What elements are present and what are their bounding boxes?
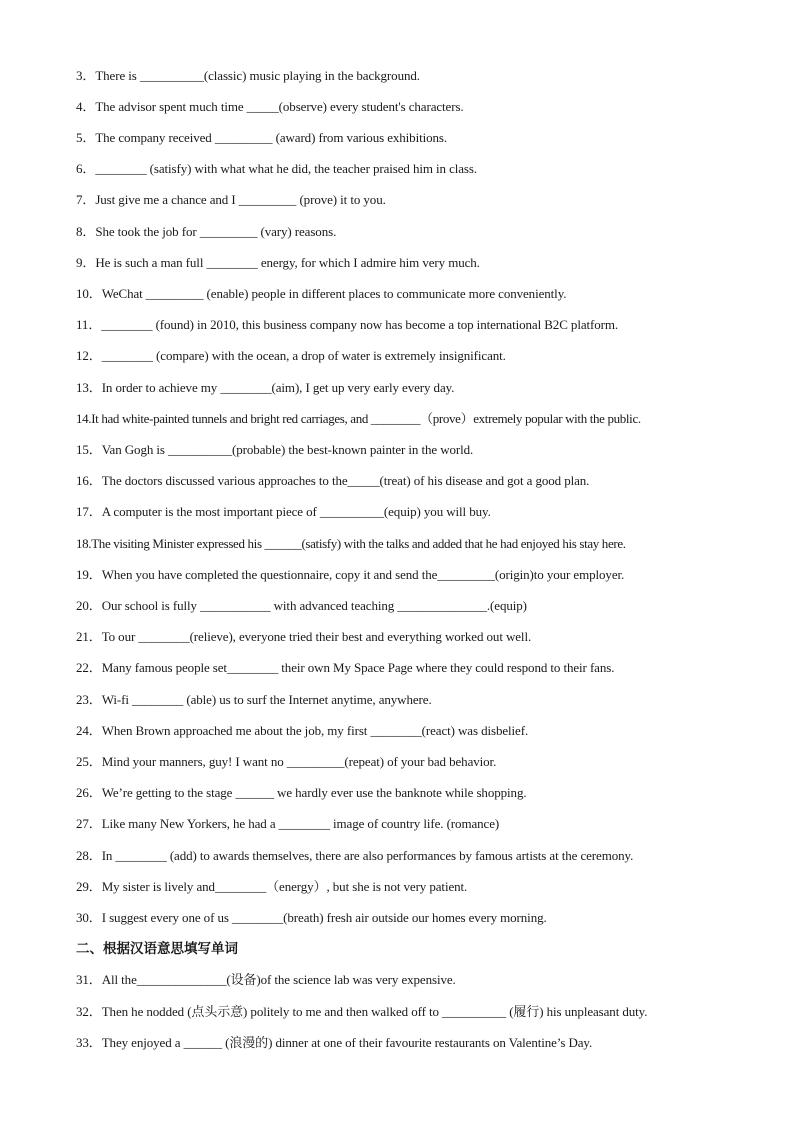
question-text: The company received _________ (award) from various exhibitions. bbox=[95, 130, 448, 145]
question-number: 20． bbox=[76, 598, 102, 613]
question-number: 9． bbox=[76, 255, 96, 270]
question-32 bbox=[76, 1003, 766, 1021]
question-text: All the______________(设备)of the science lab was very expensive. bbox=[101, 972, 456, 987]
question-text: Like many New Yorkers, he had a ________ image of country life. (romance) bbox=[101, 816, 500, 831]
question-6 bbox=[76, 160, 766, 178]
question-text: My sister is lively and________（energy）, but she is not very patient. bbox=[101, 879, 468, 894]
question-number: 4． bbox=[76, 99, 96, 114]
question-text: Many famous people set________ their own My Space Page where they could respond to their fans. bbox=[101, 660, 615, 675]
question-text: Van Gogh is __________(probable) the best-known painter in the world. bbox=[101, 442, 474, 457]
question-26 bbox=[76, 784, 766, 802]
question-number: 27． bbox=[76, 816, 102, 831]
question-number: 19． bbox=[76, 567, 102, 582]
question-text: She took the job for _________ (vary) reasons. bbox=[95, 224, 337, 239]
question-text: They enjoyed a ______ (浪漫的) dinner at one of their favourite restaurants on Valentine’s Day. bbox=[101, 1035, 593, 1050]
question-9 bbox=[76, 254, 766, 272]
question-21 bbox=[76, 628, 766, 646]
question-text: Our school is fully ___________ with advanced teaching ______________.(equip) bbox=[101, 598, 527, 613]
question-10 bbox=[76, 285, 766, 303]
question-text: WeChat _________ (enable) people in different places to communicate more conveniently. bbox=[101, 286, 567, 301]
question-4 bbox=[76, 98, 766, 116]
question-text: In ________ (add) to awards themselves, there are also performances by famous artists at the ceremony. bbox=[101, 848, 634, 863]
question-text: In order to achieve my ________(aim), I get up very early every day. bbox=[101, 380, 455, 395]
question-11 bbox=[76, 316, 766, 334]
question-14 bbox=[76, 410, 766, 428]
question-text: The advisor spent much time _____(observe) every student's characters. bbox=[95, 99, 464, 114]
question-5 bbox=[76, 129, 766, 147]
question-27 bbox=[76, 815, 766, 833]
question-number: 17． bbox=[76, 504, 102, 519]
question-25 bbox=[76, 753, 766, 771]
question-number: 6． bbox=[76, 161, 96, 176]
question-number: 26． bbox=[76, 785, 102, 800]
question-28 bbox=[76, 847, 766, 865]
question-text: Then he nodded (点头示意) politely to me and then walked off to __________ (履行) his unpleasant duty. bbox=[101, 1004, 648, 1019]
question-12 bbox=[76, 347, 766, 365]
question-number: 30． bbox=[76, 910, 102, 925]
question-16 bbox=[76, 472, 766, 490]
question-number: 11． bbox=[76, 317, 102, 332]
question-31 bbox=[76, 971, 766, 989]
question-22 bbox=[76, 659, 766, 677]
question-text: Just give me a chance and I _________ (prove) it to you. bbox=[95, 192, 386, 207]
question-number: 28． bbox=[76, 848, 102, 863]
question-18 bbox=[76, 535, 766, 553]
question-text: When Brown approached me about the job, my first ________(react) was disbelief. bbox=[101, 723, 529, 738]
question-text: ________ (found) in 2010, this business company now has become a top international B2C platform. bbox=[101, 317, 619, 332]
question-text: We’re getting to the stage ______ we hardly ever use the banknote while shopping. bbox=[101, 785, 527, 800]
question-number: 7． bbox=[76, 192, 96, 207]
question-number: 3． bbox=[76, 68, 96, 83]
question-text: I suggest every one of us ________(breath) fresh air outside our homes every morning. bbox=[101, 910, 547, 925]
question-text: He is such a man full ________ energy, for which I admire him very much. bbox=[95, 255, 480, 270]
question-number: 25． bbox=[76, 754, 102, 769]
question-number: 16． bbox=[76, 473, 102, 488]
question-number: 18. bbox=[76, 536, 92, 551]
question-number: 23． bbox=[76, 692, 102, 707]
question-30 bbox=[76, 909, 766, 927]
question-23 bbox=[76, 691, 766, 709]
question-text: To our ________(relieve), everyone tried their best and everything worked out well. bbox=[101, 629, 532, 644]
question-text: ________ (compare) with the ocean, a drop of water is extremely insignificant. bbox=[101, 348, 506, 363]
question-17 bbox=[76, 503, 766, 521]
question-number: 14. bbox=[76, 411, 92, 426]
question-text: A computer is the most important piece of __________(equip) you will buy. bbox=[101, 504, 491, 519]
question-number: 13． bbox=[76, 380, 102, 395]
question-text: Wi-fi ________ (able) us to surf the Internet anytime, anywhere. bbox=[101, 692, 432, 707]
question-text: There is __________(classic) music playing in the background. bbox=[95, 68, 420, 83]
question-number: 31． bbox=[76, 972, 102, 987]
section-heading: 二、根据汉语意思填写单词 bbox=[76, 941, 238, 957]
question-33 bbox=[76, 1034, 766, 1052]
question-text: When you have completed the questionnaire, copy it and send the_________(origin)to your employer. bbox=[101, 567, 625, 582]
question-number: 32． bbox=[76, 1004, 102, 1019]
question-29 bbox=[76, 878, 766, 896]
question-number: 22． bbox=[76, 660, 102, 675]
question-8 bbox=[76, 223, 766, 241]
question-number: 21． bbox=[76, 629, 102, 644]
question-number: 29． bbox=[76, 879, 102, 894]
question-text: Mind your manners, guy! I want no _________(repeat) of your bad behavior. bbox=[101, 754, 497, 769]
question-text: It had white-painted tunnels and bright red carriages, and ________（prove）extremely popular with the public. bbox=[91, 411, 641, 426]
question-20 bbox=[76, 597, 766, 615]
question-13 bbox=[76, 379, 766, 397]
question-number: 12． bbox=[76, 348, 102, 363]
question-7 bbox=[76, 191, 766, 209]
question-text: The visiting Minister expressed his ______(satisfy) with the talks and added that he had enjoyed his stay here. bbox=[91, 536, 626, 551]
question-text: The doctors discussed various approaches to the_____(treat) of his disease and got a good plan. bbox=[101, 473, 590, 488]
question-number: 8． bbox=[76, 224, 96, 239]
question-19 bbox=[76, 566, 766, 584]
question-text: ________ (satisfy) with what what he did, the teacher praised him in class. bbox=[95, 161, 477, 176]
question-15 bbox=[76, 441, 766, 459]
question-number: 5． bbox=[76, 130, 96, 145]
question-number: 24． bbox=[76, 723, 102, 738]
question-number: 15． bbox=[76, 442, 102, 457]
question-24 bbox=[76, 722, 766, 740]
question-number: 33． bbox=[76, 1035, 102, 1050]
question-3 bbox=[76, 67, 766, 85]
question-number: 10． bbox=[76, 286, 102, 301]
